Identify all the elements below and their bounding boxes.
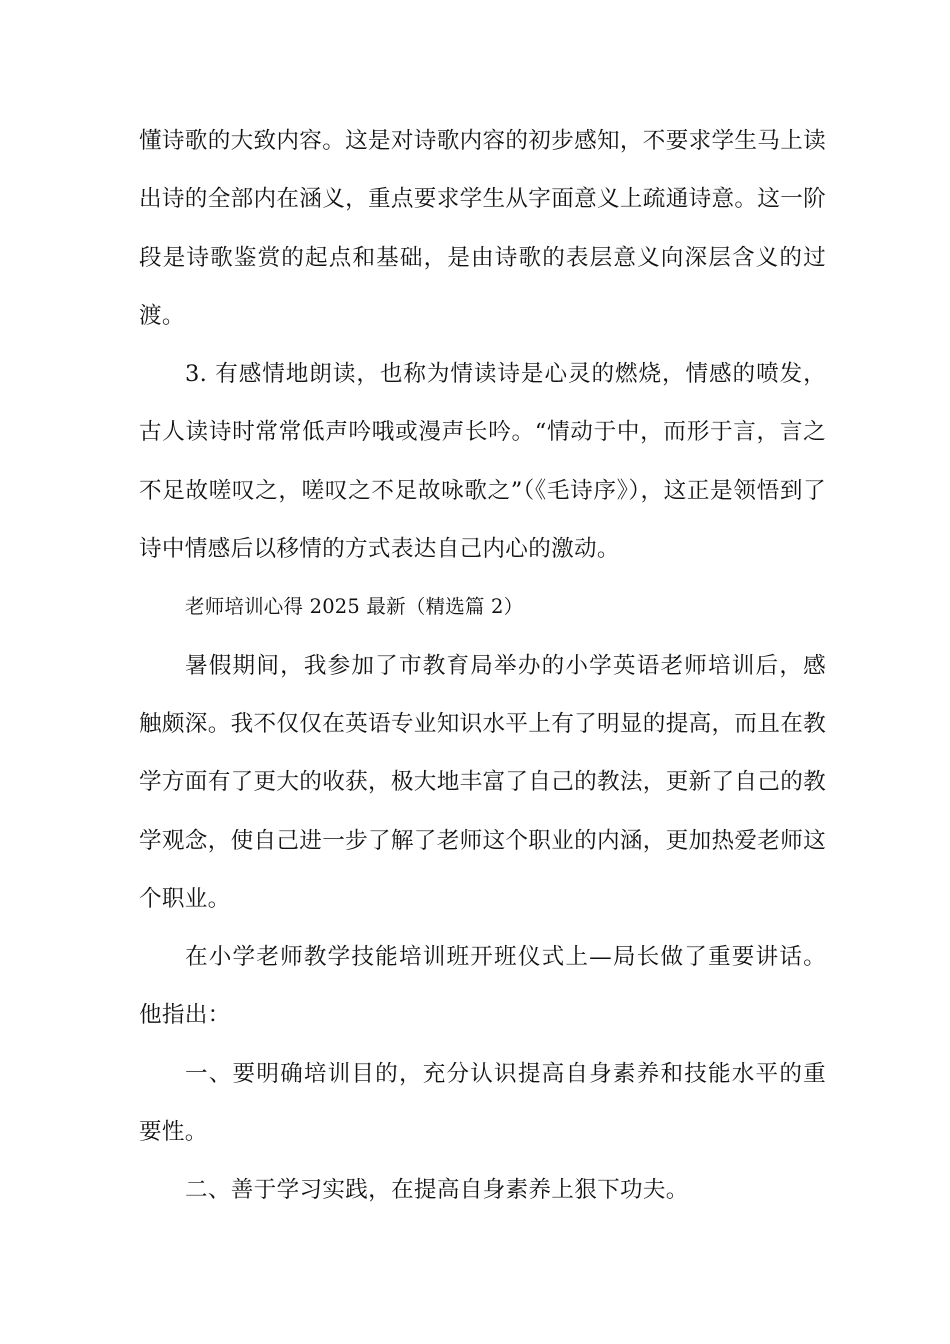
paragraph-continuation: 懂诗歌的大致内容。这是对诗歌内容的初步感知，不要求学生马上读出诗的全部内在涵义，重点要求学生从字面意义上疏通诗意。这一阶段是诗歌鉴赏的起点和基础，是由诗歌的表层意义向深层含义的过渡。: [139, 128, 826, 329]
paragraph-summer-training: 暑假期间，我参加了市教育局举办的小学英语老师培训后，感触颇深。我不仅仅在英语专业知识水平上有了明显的提高，而且在教学方面有了更大的收获，极大地丰富了自己的教法，更新了自己的教学观念，使自己进一步了解了老师这个职业的内涵，更加热爱老师这个职业。: [139, 652, 826, 912]
paragraph-opening-ceremony: 在小学老师教学技能培训班开班仪式上—局长做了重要讲话。他指出：: [139, 944, 826, 1029]
document-page: [139, 112, 826, 1220]
paragraph-point-one: 一、要明确培训目的，充分认识提高自身素养和技能水平的重要性。: [139, 1060, 826, 1146]
paragraph-emotional-reading: 3. 有感情地朗读，也称为情读诗是心灵的燃烧，情感的喷发，古人读诗时常常低声吟哦或漫声长吟。“情动于中，而形于言，言之不足故嗟叹之，嗟叹之不足故咏歌之”（《毛诗序》），这正是领悟到了诗中情感后以移情的方式表达自己内心的激动。: [139, 361, 826, 563]
paragraph-point-two: 二、善于学习实践，在提高自身素养上狠下功夫。: [185, 1177, 689, 1204]
section-heading: 老师培训心得 2025 最新（精选篇 2）: [185, 595, 524, 619]
